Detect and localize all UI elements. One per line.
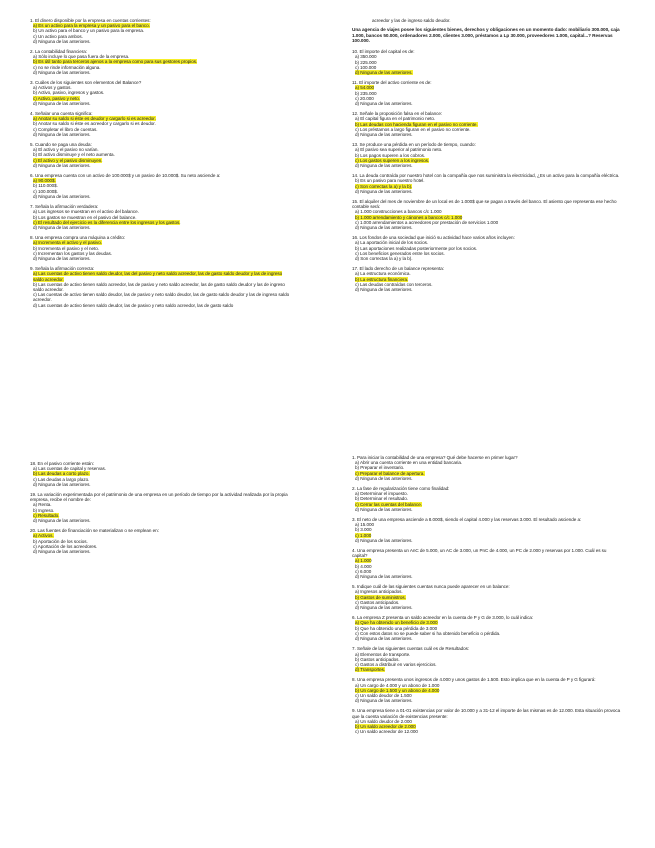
- question-block: [352, 677, 622, 703]
- answer-option: d) Ninguna de las anteriores.: [33, 481, 91, 487]
- question-block: [352, 111, 622, 137]
- case-statement: Una agencia de viajes posee los siguientes bienes, derechos y obligaciones en un momento dado: mobiliario 300.000, caja 1.000, bancos 50.000, ordenadores 2.000, clientes 3.000, préstamos a Lp 30.000, proveedores 1.000, capital...? Reservas 100.000.: [352, 27, 620, 43]
- answer-option: b) Que ha obtenido una pérdida de 3.000: [355, 625, 438, 631]
- answer-option-highlighted: c) El activo y el pasivo disminuyen.: [33, 157, 103, 163]
- answer-option-highlighted: c) Preparar el balance de apertura.: [355, 470, 425, 476]
- question-block: [352, 49, 622, 75]
- question-stem: 10. El importe del capital es de:: [352, 49, 415, 55]
- answer-option: d) Ninguna de las anteriores.: [355, 605, 413, 611]
- answer-option-highlighted: a) 54.000: [355, 85, 374, 91]
- question-stem: 4. Señalar una cuenta significa:: [30, 111, 93, 117]
- answer-option: a) El pasivo sea superior al patrimonio neto.: [355, 147, 443, 153]
- answer-option: b) Los pagos superen a los cobros.: [355, 152, 426, 158]
- question-block: [30, 266, 292, 308]
- answer-option: c) Las deudas contraídas con terceros.: [355, 281, 433, 287]
- answer-option: a) 15.000: [355, 522, 374, 528]
- question-block: [352, 455, 622, 481]
- answer-option-highlighted: b) La estructura financiera.: [355, 276, 409, 282]
- question-list: [352, 49, 622, 292]
- answer-option-highlighted: c) 1.000: [355, 532, 372, 538]
- answer-option: a) Un cargo de 4.000 y un abono de 1.000: [355, 682, 440, 688]
- answer-option: d) Ninguna de las anteriores.: [33, 38, 91, 44]
- answer-option-highlighted: d) Transportes.: [355, 667, 386, 673]
- question-stem: 2. La fase de regularización tiene como finalidad:: [352, 486, 450, 492]
- answer-option: d) Ninguna de las anteriores.: [33, 69, 91, 75]
- answer-option-highlighted: c) Activo, pasivo y neto.: [33, 95, 81, 101]
- answer-option: b) Anotar su saldo si éste es acreedor y cargarlo si es deudor.: [33, 121, 156, 127]
- answer-option: c) Un saldo deudor de 1.500: [355, 692, 412, 698]
- question-block: [352, 486, 622, 512]
- answer-option-highlighted: a) Que ha obtenido un beneficio de 3.000: [355, 620, 438, 626]
- answer-option: d) Ninguna de las anteriores.: [355, 506, 413, 512]
- answer-option-highlighted: b) Las deudas a corto plazo.: [33, 471, 90, 477]
- answer-option: a) El capital figura en el patrimonio neto.: [355, 116, 436, 122]
- question-stem: 6. Una empresa cuenta con un activo de 100.000$ y un pasivo de 10.000$. Su neto asciende a:: [30, 173, 221, 179]
- answer-option: d) Ninguna de las anteriores.: [33, 518, 91, 524]
- answer-option-highlighted: b) Un saldo acreedor de 2.000: [355, 723, 416, 729]
- answer-option: d) Ninguna de las anteriores.: [355, 636, 413, 642]
- answer-option-highlighted: d) Ninguna de las anteriores.: [355, 69, 413, 75]
- answer-option: b) Un activo para el banco y un pasivo para la empresa.: [33, 28, 145, 34]
- answer-option: c) Un activo para ambos.: [33, 33, 83, 39]
- answer-option: a) 1.000 construcciones a bancos c/c 1.000: [355, 209, 442, 215]
- answer-option: a) Determinar el impuesto.: [355, 491, 408, 497]
- answer-option-highlighted: a) Anotar su saldo si éste es deudor y cargarlo si es acreedor.: [33, 116, 156, 122]
- answer-option: d) Ninguna de las anteriores.: [355, 131, 413, 137]
- answer-option: c) Las cuentas de activo tienen saldo deudor, las de pasivo y neto saldo deudor, las de gasto saldo deudor y las de ingreso saldo acreedor.: [33, 292, 290, 303]
- answer-option: b) Ingreso.: [33, 507, 55, 513]
- answer-option: c) Incrementan los gastos y las deudas.: [33, 250, 112, 256]
- question-block: [30, 461, 292, 487]
- question-stem: 3. Cuáles de los siguientes son elementos del Balance?: [30, 80, 142, 86]
- answer-option: d) Ninguna de las anteriores.: [33, 131, 91, 137]
- question-stem: 11. El importe del activo corriente es de:: [352, 80, 432, 86]
- question-stem: 5. Cuando se paga una deuda:: [30, 142, 92, 148]
- question-block: [352, 266, 622, 292]
- question-block: [30, 111, 292, 137]
- answer-option: d) Ninguna de las anteriores.: [355, 100, 413, 106]
- answer-option: a) Renta.: [33, 502, 52, 508]
- answer-option: c) 20.000: [355, 95, 374, 101]
- question-block: [352, 142, 622, 168]
- answer-option: a) Un saldo deudor de 2.000: [355, 718, 412, 724]
- answer-option: b) El activo disminuye y el neto aumenta.: [33, 152, 115, 158]
- answer-option-highlighted: a) Incrementa el activo y el pasivo.: [33, 240, 102, 246]
- answer-option: c) Aportación de los acreedores.: [33, 543, 98, 549]
- answer-option: a) Sólo incluye lo que pasa fuera de la empresa.: [33, 54, 130, 60]
- question-stem: 9. Señala la afirmación correcta:: [30, 266, 95, 272]
- question-stem: 7. Señala la afirmación verdadera:: [30, 204, 99, 210]
- question-block: [352, 548, 622, 579]
- question-block: [352, 199, 622, 230]
- question-stem: 2. La contabilidad financiera:: [30, 49, 87, 55]
- answer-option: a) La estructura económica.: [355, 271, 411, 277]
- answer-option: b) 4.000: [355, 563, 372, 569]
- answer-option: a) El activo y el pasivo no varían.: [33, 147, 99, 153]
- answer-option: b) Los gastos se muestran en el pasivo del balance.: [33, 214, 137, 220]
- answer-option: b) 3.000: [355, 527, 372, 533]
- question-block: [352, 708, 622, 734]
- question-block: [30, 80, 292, 106]
- answer-option: d) Ninguna de las anteriores.: [355, 162, 413, 168]
- answer-option: a) Los ingresos se muestran en el activo del balance.: [33, 209, 139, 215]
- question-block: [30, 235, 292, 261]
- answer-option: b) Es un pasivo para nuestro hotel.: [355, 178, 425, 184]
- answer-option: d) Ninguna de las anteriores.: [33, 100, 91, 106]
- answer-option-highlighted: a) Es un activo para la empresa y un pasivo para el banco.: [33, 23, 150, 29]
- column-bottom-left: [30, 461, 292, 559]
- question-block: [352, 646, 622, 672]
- question-block: [352, 235, 622, 261]
- question-stem: 1. El dinero disponible por la empresa en cuentas corrientes:: [30, 18, 151, 23]
- answer-option: a) La aportación inicial de los socios.: [355, 240, 429, 246]
- question-block: [30, 173, 292, 199]
- answer-option: c) Completar el libro de cuentas.: [33, 126, 98, 132]
- answer-option-highlighted: b) 1.000 arrendamiento y cánones a bancos c/c 1.000: [355, 214, 463, 220]
- answer-option-highlighted: b) Las deudas con hacienda figuran en el pasivo no corriente.: [355, 121, 478, 127]
- question-stem: 14. La deuda contraída por nuestro hotel con la compañía que nos suministra la electricidad, ¿Es un activo para la compañía eléctrica.: [352, 173, 620, 179]
- question-stem: 13. Se produce una pérdida en un período de tiempo, cuando:: [352, 142, 476, 148]
- answer-option: c) Los préstamos a largo figuran en el pasivo no corriente.: [355, 126, 471, 132]
- question-stem: 17. El lado derecho de un balance representa:: [352, 266, 444, 272]
- question-stem: 6. La empresa Z presenta un saldo acreedor en la cuenta de P y G de 3.000, lo cuál indica:: [352, 615, 534, 621]
- answer-option: d) Ninguna de las anteriores.: [355, 224, 413, 230]
- answer-option: a) Elementos de transporte.: [355, 651, 411, 657]
- answer-option: b) Incrementa el pasivo y el neto.: [33, 245, 99, 251]
- answer-option: c) Con estos datos no se puede saber si ha obtenido beneficio o pérdida.: [355, 630, 501, 636]
- answer-option: b) Preparar el inventario.: [355, 465, 405, 471]
- continuation-text: acreedor y las de ingreso saldo deudor.: [372, 18, 451, 23]
- answer-option: d) Ninguna de las anteriores.: [355, 574, 413, 580]
- answer-option: d) Ninguna de las anteriores.: [355, 188, 413, 194]
- answer-option: d) Ninguna de las anteriores.: [355, 698, 413, 704]
- question-stem: 8. Una empresa compra una máquina a crédito:: [30, 235, 126, 241]
- question-stem: 1. Para iniciar la contabilidad de una empresa? Qué debe hacerse en primer lugar?: [352, 455, 518, 460]
- answer-option: d) Ninguna de las anteriores.: [33, 255, 91, 261]
- answer-option: c) Los beneficios generados entre los socios.: [355, 250, 445, 256]
- answer-option: a) Abrir una cuenta corriente en una entidad bancaria.: [355, 460, 463, 466]
- answer-option: c) Gastos anticipados.: [355, 599, 400, 605]
- column-bottom-right: [352, 455, 622, 739]
- answer-option-highlighted: a) 1.000: [355, 558, 372, 564]
- answer-option: b) 225.000: [355, 59, 377, 65]
- question-block: [30, 528, 292, 554]
- question-stem: 8. Una empresa presenta unos ingresos de 4.000 y unos gastos de 1.500. Esto implica que en la cuenta de P y G figurará:: [352, 677, 596, 683]
- question-stem: 7. Señale de las siguientes cuentas cuál es de Resultados:: [352, 646, 470, 652]
- answer-option: d) Ninguna de las anteriores.: [355, 287, 413, 293]
- answer-option: a) 350.000: [355, 54, 377, 60]
- answer-option: c) 1.000 arrendamientos a acreedores por prestación de servicios 1.000: [355, 219, 499, 225]
- answer-option-highlighted: c) Son correctas la a) y la b).: [355, 183, 413, 189]
- answer-option: b) Activo, pasivo, ingresos y gastos.: [33, 90, 105, 96]
- answer-option: d) Las cuentas de activo tienen saldo deudor, las de pasivo y neto saldo acreedor, las de gasto saldo: [33, 302, 234, 308]
- answer-option: d) Ninguna de las anteriores.: [33, 162, 91, 168]
- question-block: [352, 517, 622, 543]
- question-block: [30, 49, 292, 75]
- answer-option-highlighted: a) 90.000$.: [33, 178, 56, 184]
- question-stem: 16. Los fondos de una sociedad que inició su actividad hace varios años incluyen:: [352, 235, 515, 241]
- answer-option: b) Gastos anticipados.: [355, 656, 400, 662]
- answer-option: d) Ninguna de las anteriores.: [355, 475, 413, 481]
- answer-option-highlighted: b) Es útil tanto para terceros ajenos a la empresa como para sus gestores propios.: [33, 59, 198, 65]
- answer-option: c) no se rinde información alguna.: [33, 64, 101, 70]
- question-block: [30, 142, 292, 168]
- answer-option: c) 6.000: [355, 568, 372, 574]
- column-top-right: [352, 18, 622, 297]
- question-block: [352, 80, 622, 106]
- answer-option-highlighted: c) El resultado del ejercicio es la diferencia entre los ingresos y los gastos.: [33, 219, 181, 225]
- answer-option-highlighted: c) Resultado.: [33, 512, 60, 518]
- answer-option-highlighted: a) Las cuentas de activo tienen saldo deudor, las del pasivo y neto saldo acreedor, las de gasto saldo deudor y las de ingreso saldo acreedor.: [33, 271, 283, 282]
- question-stem: 4. Una empresa presenta un AnC de 5.000, un AC de 3.000, un PnC de 4.000, un PC de 2.000 y reservas por 1.000. Cuál es su capital?: [352, 548, 607, 559]
- question-stem: 20. Las fuentes de financiación se materializan o se emplean en:: [30, 528, 159, 534]
- question-stem: 19. La variación experimentada por el patrimonio de una empresa en un período de tiempo por la actividad realizada por la propia empresa, recibe el nombre de:: [30, 492, 288, 503]
- answer-option-highlighted: a) Activos.: [33, 533, 54, 539]
- answer-option: c) 100.000$.: [33, 188, 58, 194]
- answer-option: a) Ingresos anticipados.: [355, 589, 403, 595]
- answer-option: a) Activos y gastos.: [33, 85, 72, 91]
- answer-option: b) 235.000: [355, 90, 377, 96]
- answer-option: d) Ninguna de las anteriores.: [33, 549, 91, 555]
- answer-option: a) Las cuentas de capital y reservas.: [33, 466, 106, 472]
- answer-option: c) Un saldo acreedor de 12.000: [355, 729, 418, 735]
- question-block: [352, 615, 622, 641]
- column-top-left: [30, 18, 292, 313]
- question-block: [30, 492, 292, 523]
- answer-option: b) Las aportaciones realizadas posteriormente por los socios.: [355, 245, 478, 251]
- answer-option-highlighted: b) Gastos de suministros.: [355, 594, 406, 600]
- question-stem: 5. Indique cuál de las siguientes cuentas nunca puede aparecer en un balance:: [352, 584, 510, 590]
- answer-option: b) Aportación de los socios.: [33, 538, 88, 544]
- answer-option-highlighted: b) Un cargo de 1.500 y un abono de 4.000: [355, 687, 440, 693]
- question-block: [352, 584, 622, 610]
- question-stem: 18. En el pasivo corriente están:: [30, 461, 94, 466]
- question-block: [352, 173, 622, 194]
- answer-option: c) Gastos a distribuir en varios ejercicios.: [355, 661, 437, 667]
- answer-option: c) 100.000: [355, 64, 377, 70]
- question-block: [30, 18, 292, 44]
- answer-option-highlighted: c) Cerrar las cuentas del balance.: [355, 501, 422, 507]
- answer-option: b) Determinar el resultado.: [355, 496, 409, 502]
- answer-option: b) Las cuentas de activo tienen saldo acreedor, las de pasivo y neto saldo acreedor, las de gasto saldo deudor y las de ingreso saldo acreedor.: [33, 281, 285, 292]
- answer-option: d) Ninguna de las anteriores.: [33, 193, 91, 199]
- answer-option: b) 110.000$.: [33, 183, 58, 189]
- question-stem: 12. Señale la proposición falsa en el balance:: [352, 111, 443, 117]
- answer-option: d) Son correctas la a) y la b).: [355, 256, 413, 261]
- answer-option-highlighted: c) Los gastos superen a los ingresos.: [355, 157, 430, 163]
- answer-option: d) Ninguna de las anteriores.: [33, 224, 91, 230]
- question-stem: 15. El alquiler del mes de noviembre de un local es de 1.000$ que se pagan a través del banco. El asiento que representa ese hecho contable será:: [352, 198, 617, 210]
- question-stem: 9. Una empresa tiene a 01-01 existencias por valor de 10.000 y a 31-12 el importe de las mismas es de 12.000. Esta situación provoca que la cuenta variación de existencias presente:: [352, 708, 621, 719]
- answer-option: d) Ninguna de las anteriores.: [355, 537, 413, 543]
- question-block: [30, 204, 292, 230]
- answer-option: c) Las deudas a largo plazo.: [33, 476, 90, 482]
- question-stem: 3. El neto de una empresa asciende a 8.000$, siendo el capital 4.000 y las reservas 3.000. El resultado asciende a:: [352, 517, 582, 523]
